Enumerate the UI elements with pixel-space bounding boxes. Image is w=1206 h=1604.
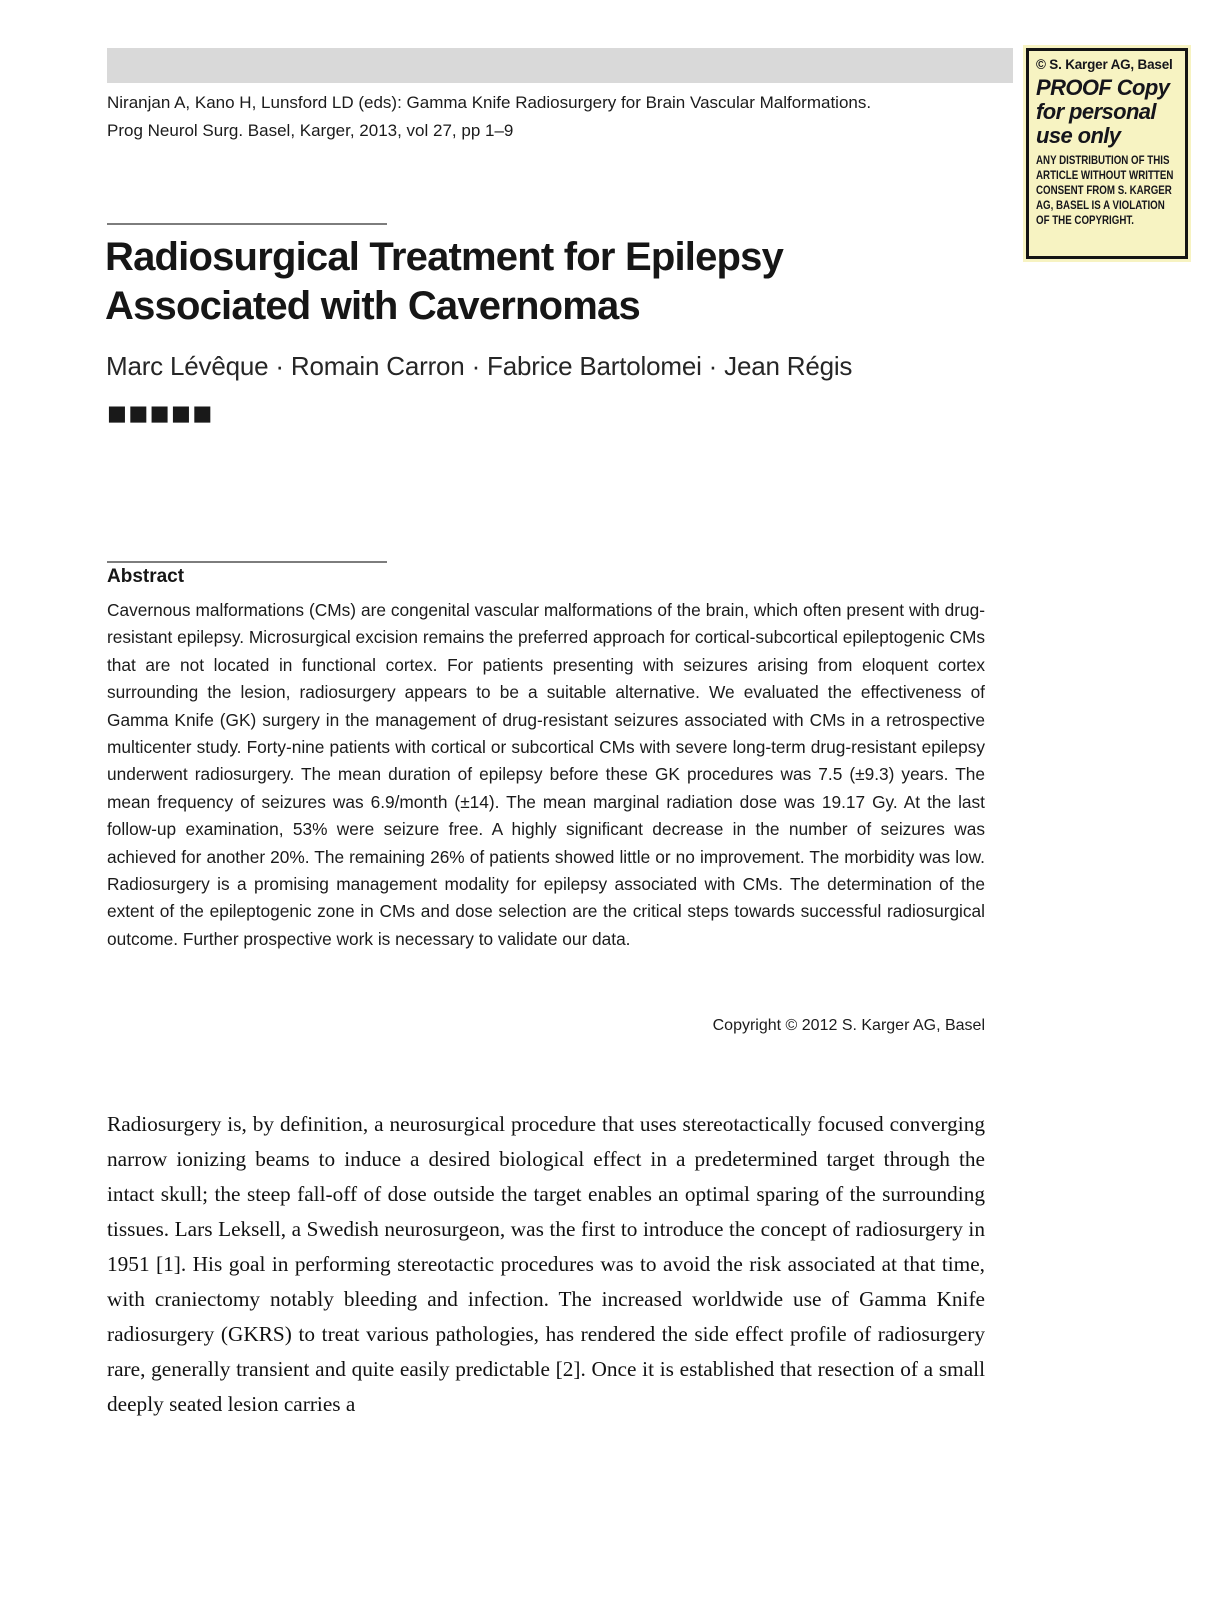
proof-copy-line-1: PROOF Copy (1036, 75, 1170, 100)
citation-line-2: Prog Neurol Surg. Basel, Karger, 2013, vol 27, pp 1–9 (107, 121, 514, 140)
distribution-warning-line-3: CONSENT FROM S. KARGER (1036, 184, 1172, 197)
proof-copy-box (1026, 48, 1188, 259)
distribution-warning-line-1: ANY DISTRIBUTION OF THIS (1036, 154, 1170, 167)
title-rule (107, 223, 387, 225)
proof-copy-line-3: use only (1036, 123, 1121, 148)
introduction-paragraph: Radiosurgery is, by definition, a neurosurgical procedure that uses stereotactically focused converging narrow ionizing beams to induce a desired biological effect in a predetermined target through the intact skull; the steep fall-off of dose outside the target enables an optimal sparing of the surrounding tissues. Lars Leksell, a Swedish neurosurgeon, was the first to introduce the concept of radiosurgery in 1951 [1]. His goal in performing stereotactic procedures was to avoid the risk associated at that time, with craniectomy notably bleeding and infection. The increased worldwide use of Gamma Knife radiosurgery (GKRS) to treat various pathologies, has rendered the side effect profile of radiosurgery rare, generally transient and quite easily predictable [2]. Once it is established that resection of a small deeply seated lesion carries a (107, 1112, 985, 1416)
publisher-copyright-line: © S. Karger AG, Basel (1036, 57, 1173, 72)
distribution-warning-line-2: ARTICLE WITHOUT WRITTEN (1036, 169, 1174, 182)
abstract-rule (107, 561, 387, 563)
distribution-warning (1036, 153, 1178, 228)
article-title (105, 233, 783, 331)
abstract-text: Cavernous malformations (CMs) are congenital vascular malformations of the brain, which often present with drug-resistant epilepsy. Microsurgical excision remains the preferred approach for cortical-subcortical epileptogenic CMs that are not located in functional cortex. For patients presenting with seizures arising from eloquent cortex surrounding the lesion, radiosurgery appears to be a suitable alternative. We evaluated the effectiveness of Gamma Knife (GK) surgery in the management of drug-resistant seizures associated with CMs in a retrospective multicenter study. Forty-nine patients with cortical or subcortical CMs with severe long-term drug-resistant epilepsy underwent radiosurgery. The mean duration of epilepsy before these GK procedures was 7.5 (±9.3) years. The mean frequency of seizures was 6.9/month (±14). The mean marginal radiation dose was 19.17 Gy. At the last follow-up examination, 53% were seizure free. A highly significant decrease in the number of seizures was achieved for another 20%. The remaining 26% of patients showed little or no improvement. The morbidity was low. Radiosurgery is a promising management modality for epilepsy associated with CMs. The determination of the extent of the epileptogenic zone in CMs and dose selection are the critical steps towards successful radiosurgical outcome. Further prospective work is necessary to validate our data. (107, 600, 985, 949)
author-list: Marc Lévêque · Romain Carron · Fabrice Bartolomei · Jean Régis (106, 351, 853, 381)
article-title-line-1: Radiosurgical Treatment for Epilepsy (105, 235, 784, 279)
proof-copy-line-2: for personal (1036, 99, 1156, 124)
article-title-line-2: Associated with Cavernomas (105, 284, 640, 328)
citation-line-1: Niranjan A, Kano H, Lunsford LD (eds): Gamma Knife Radiosurgery for Brain Vascular Malformations. (107, 93, 872, 112)
proof-copy-notice (1036, 76, 1178, 148)
header-bar (107, 48, 1013, 83)
book-citation (107, 89, 1007, 145)
distribution-warning-line-4: AG, BASEL IS A VIOLATION (1036, 199, 1165, 212)
distribution-warning-line-5: OF THE COPYRIGHT. (1036, 214, 1134, 227)
abstract-copyright-line: Copyright © 2012 S. Karger AG, Basel (712, 1017, 985, 1034)
abstract-heading: Abstract (107, 566, 185, 587)
affiliation-placeholder-squares: ■■■■■ (107, 401, 214, 425)
